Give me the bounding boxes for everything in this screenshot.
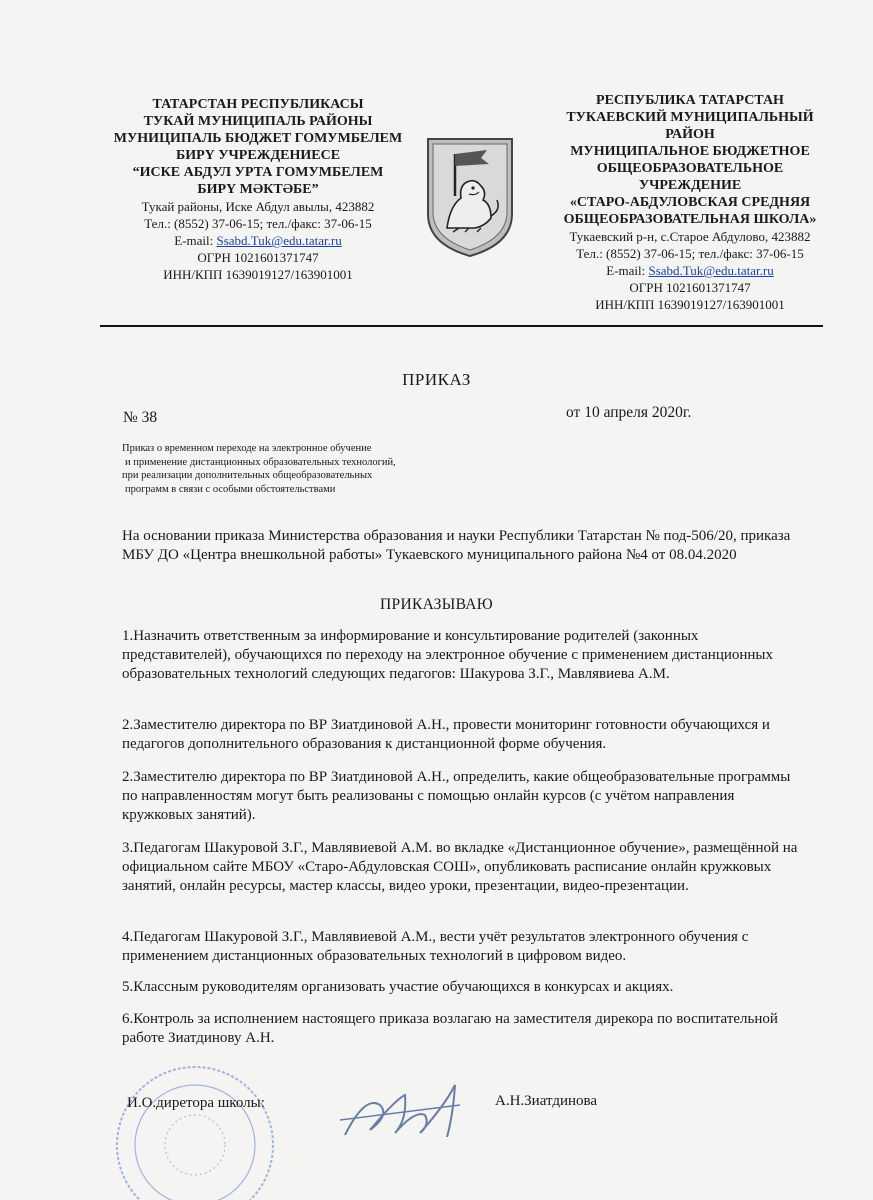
header-right-line: РЕСПУБЛИКА ТАТАРСТАН (596, 93, 784, 108)
subject-line: программ в связи с особыми обстоятельствами (125, 483, 336, 495)
order-item: 1.Назначить ответственным за информирование и консультирование родителей (законных представителей), обучающихся по переходу на электронное обучение с применением дистанционных образовательных технологий следующих педагогов: Шакурова З.Г., Мавлявиева А.М. (122, 628, 774, 682)
header-left-inn: ИНН/КПП 1639019127/163901001 (163, 267, 353, 282)
header-right-line: ОБЩЕОБРАЗОВАТЕЛЬНАЯ ШКОЛА» (563, 212, 817, 227)
header-right-address: Тукаевский р-н, с.Старое Абдулово, 423882 (569, 229, 811, 244)
order-title: ПРИКАЗ (402, 370, 471, 389)
email-label: E-mail: (606, 263, 649, 278)
header-right-line: МУНИЦИПАЛЬНОЕ БЮДЖЕТНОЕ (570, 144, 810, 159)
header-right-phone: Тел.: (8552) 37-06-15; тел./факс: 37-06-15 (576, 246, 804, 261)
header-left-line: “ИСКЕ АБДУЛ УРТА ГОМУМБЕЛЕМ (132, 165, 384, 180)
email-label: E-mail: (174, 233, 217, 248)
header-left (108, 96, 408, 283)
order-item: 6.Контроль за исполнением настоящего приказа возлагаю на заместителя дирекора по воспитательной работе Зиатдинову А.Н. (122, 1011, 778, 1046)
header-right-line: УЧРЕЖДЕНИЕ (638, 178, 742, 193)
order-item: 5.Классным руководителям организовать участие обучающихся в конкурсах и акциях. (122, 979, 674, 995)
header-right-ogrn: ОГРН 1021601371747 (629, 280, 751, 295)
stamp-icon (100, 1040, 300, 1200)
header-left-email-row (108, 232, 408, 249)
signature-icon (335, 1075, 475, 1145)
header-left-ogrn: ОГРН 1021601371747 (197, 250, 319, 265)
header-left-line: МУНИЦИПАЛЬ БЮДЖЕТ ГОМУМБЕЛЕМ (113, 131, 403, 146)
signature-title: И.О.диретора школы: (127, 1095, 265, 1111)
header-right-line: «СТАРО-АБДУЛОВСКАЯ СРЕДНЯЯ (569, 195, 811, 210)
signature-name: А.Н.Зиатдинова (495, 1093, 598, 1109)
order-subject (122, 442, 442, 496)
order-directive: ПРИКАЗЫВАЮ (380, 596, 493, 613)
header-right-line: ОБЩЕОБРАЗОВАТЕЛЬНОЕ (596, 161, 784, 176)
header-right-line: ТУКАЕВСКИЙ МУНИЦИПАЛЬНЫЙ (566, 110, 814, 125)
header-right-line: РАЙОН (665, 127, 715, 142)
order-number: № 38 (123, 409, 158, 426)
header-left-address: Тукай районы, Иске Абдул авылы, 423882 (141, 199, 375, 214)
header-left-email-link[interactable]: Ssabd.Tuk@edu.tatar.ru (216, 233, 342, 248)
header-right (540, 92, 840, 313)
header-right-inn: ИНН/КПП 1639019127/163901001 (595, 297, 785, 312)
header-right-email-row (540, 262, 840, 279)
subject-line: и применение дистанционных образовательных технологий, (125, 456, 396, 468)
order-item: 4.Педагогам Шакуровой З.Г., Мавлявиевой А.М., вести учёт результатов электронного обучения с применением дистанционных образовательных технологий в цифровом видео. (122, 929, 749, 964)
order-basis: На основании приказа Министерства образования и науки Республики Татарстан № под-506/20, приказа МБУ ДО «Центра внешкольной работы» Тукаевского муниципального района №4 от 08.04.2020 (122, 528, 791, 563)
header-left-phone: Тел.: (8552) 37-06-15; тел./факс: 37-06-15 (144, 216, 372, 231)
subject-line: при реализации дополнительных общеобразовательных (122, 470, 373, 481)
header-left-line: ТАТАРСТАН РЕСПУБЛИКАСЫ (152, 97, 364, 112)
order-item: 2.Заместителю директора по ВР Зиатдиновой А.Н., определить, какие общеобразовательные программы по направленностям могут быть реализованы с помощью онлайн курсов (с учётом направления кружковых занятий). (122, 769, 791, 823)
order-item: 3.Педагогам Шакуровой З.Г., Мавлявиевой А.М. во вкладке «Дистанционное обучение», размещённой на официальном сайте МБОУ «Старо-Абдуловская СОШ», опубликовать расписание онлайн кружковых занятий, онлайн ресурсы, мастер классы, видео уроки, презентации, видео-презентации. (122, 840, 798, 894)
header-left-line: БИРҮ УЧРЕЖДЕНИЕСЕ (175, 148, 341, 163)
header-left-line: БИРҮ МӘКТӘБЕ” (197, 182, 319, 197)
order-item: 2.Заместителю директора по ВР Зиатдиновой А.Н., провести мониторинг готовности обучающихся и педагогов дополнительного образования к дистанционной форме обучения. (122, 717, 770, 752)
subject-line: Приказ о временном переходе на электронное обучение (122, 443, 372, 454)
header-right-email-link[interactable]: Ssabd.Tuk@edu.tatar.ru (648, 263, 774, 278)
header-left-line: ТУКАЙ МУНИЦИПАЛЬ РАЙОНЫ (143, 114, 373, 129)
order-date: от 10 апреля 2020г. (566, 404, 692, 421)
coat-of-arms-icon (425, 136, 515, 258)
header-divider (100, 325, 823, 327)
